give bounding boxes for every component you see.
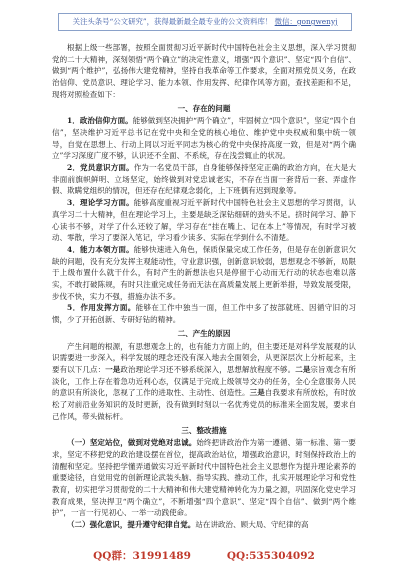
measure-heading: （一）坚定站位，做到对党绝对忠诚。 — [67, 438, 197, 448]
problem-text: 能够高度重视习近平新时代中国特色社会主义思想的学习贯彻，认真学习二十大精神，但在理论学习上，主要是缺乏深钻细研的劲头不足。挤时间学习、静下心读书不够，对学了什么还较了解，学习存在“挂在嘴上、记在本上”等情况，有时学习被动、零散，学习了要深入笔记，学习看少读多、实际在学到什么不清楚。 — [52, 198, 356, 243]
problem-heading: 1．政治信仰方面。 — [67, 116, 133, 126]
footer-contact — [0, 548, 408, 563]
problem-paragraph — [52, 115, 356, 162]
cause-text: 宗旨观念有所淡化，工作上存在着急功近利心态，仅满足于完成上级领导交办的任务，全心全意服务人民的意识有所淡化，忽视了工作的进取性、主动性、创造性。 — [52, 364, 356, 398]
causes-paragraph — [52, 341, 356, 423]
problem-heading: 4．能力本领方面。 — [67, 244, 134, 254]
problem-text: 能够在工作中独当一面，但工作中多了按部就班、因循守旧的习惯，少了开拓创新、专研好钻的精神。 — [52, 303, 356, 325]
measure-text: 站在讲政治、顾大局、守纪律的高 — [195, 520, 309, 530]
measure-paragraph — [52, 519, 356, 531]
measure-text: 始终把讲政治作为第一遵循、第一标准、第一要求，坚定不移把党的政治建设摆在首位，提高政治站位，增强政治意识，时刻保持政治上的清醒和坚定。坚持把学懂弄通做实习近平新时代中国特色社会主义思想作为提升理论素养的重要途径，自觉用党的创新理论武装头脑、指导实践、推动工作，扎实开展理论学习和党性教育，切实把学习贯彻党的二十大精神和伟大建党精神转化为力量之源，巩固深化党史学习教育成果，坚决捍卫“两个确立”，不断增强“四个意识”、坚定“四个自信”、做到“两个维护”，一言一行见初心、一举一动践使命。 — [52, 438, 356, 518]
problem-text: 能够做到坚决拥护“两个确立”，牢固树立“四个意识”，坚定“四个自信”，坚决维护习近平总书记在党中央和全党的核心地位、维护党中央权威和集中统一领导，自觉在思想上、行动上同以习近平同志为核心的党中央保持高度一致，但是对“两个确立”学习深度广度不够，认识还不全面、不系统，存在浅尝辄止的状况。 — [52, 116, 356, 161]
problem-heading: 2．党员意识方面。 — [67, 163, 134, 173]
measure-heading: （二）强化意识，提升遵守纪律自觉。 — [67, 520, 196, 530]
document-body — [52, 42, 356, 531]
problem-paragraph — [52, 162, 356, 197]
intro-paragraph: 根据上级一些部署，按照全面贯彻习近平新时代中国特色社会主义思想，深入学习贯彻党的二十大精神，深刻领悟“两个确立”的决定性意义，增强“四个意识”、坚定“四个自信”、做到“两个维护”，弘扬伟大建党精神，坚持自我革命等工作要求，全面对照党员义务，在政治信仰、党员意识、理论学习、能力本领、作用发挥、纪律作风等方面，查找差距和不足，现将对照检查如下： — [52, 43, 356, 99]
problem-text: 作为一名党员干部，自身能够保持坚定正确的政治方向，在大是大非面前旗帜鲜明、立场坚定，始终做到对党忠诚老实，不存在当面一套背后一套、弄虚作假、欺瞒党组织的情况，但还存在纪律观念弱化，上下班偶有迟到现象等。 — [52, 163, 356, 196]
section-heading-measures: 三、整改措施 — [181, 425, 227, 435]
problem-paragraph — [52, 244, 356, 303]
problem-paragraph — [52, 302, 356, 325]
measure-paragraph — [52, 437, 356, 519]
cause-marker: 一是 — [105, 364, 121, 374]
problem-text: 能够快速进入角色，保质保量完成工作任务，但是存在创新意识欠缺的问题，没有充分发挥主观能动性，守业意识强，创新意识较弱，思想观念不够新，局限于上级布置什么就干什么，有时产生的新想法也只是停留于心动而无行动的状态也难以落实，不敢打破陈规，有时只注重完成任务而无法在高质量发展上更新举措，导致发展受限，步伐不快，实力不强，措施办法不多。 — [52, 244, 356, 301]
problem-paragraph — [52, 197, 356, 244]
section-heading-problems: 一、存在的问题 — [177, 103, 231, 113]
promo-banner[interactable] — [58, 13, 352, 31]
problem-heading: 5．作用发挥方面。 — [67, 303, 136, 313]
cause-marker: 二是 — [295, 364, 311, 374]
qq-group: QQ群：31991489 — [93, 550, 191, 562]
problem-heading: 3．理论学习方面。 — [67, 198, 134, 208]
cause-marker: 三是 — [249, 388, 265, 398]
cause-text: 政治理论学习还不够系统深入，思想解放程度不够。 — [120, 364, 296, 374]
cause-text: 自我要求有所放松，有时放松了对前沿业务知识的及时更新，没有做到时刻以一名优秀党员的标准来全面发展，要求自己作风，带头做标杆。 — [52, 388, 356, 421]
section-heading-causes: 二、产生的原因 — [177, 328, 231, 338]
promo-text: 关注头条号“公文研究”，获得最新最全最专业的公文资料库！ — [72, 17, 273, 26]
wechat-id[interactable]: 微信：gongwenyj — [274, 17, 338, 26]
qq-number: QQ:535304092 — [226, 550, 315, 562]
causes-text: 产生问题的根源，有思想观念上的，也有能力方面上的，但主要还是对科学发展观的认识需要进一步深入，科学发展的理念还没有深入地去全面领会，从更深层次上分析起来，主要有以下几点： — [52, 341, 356, 374]
